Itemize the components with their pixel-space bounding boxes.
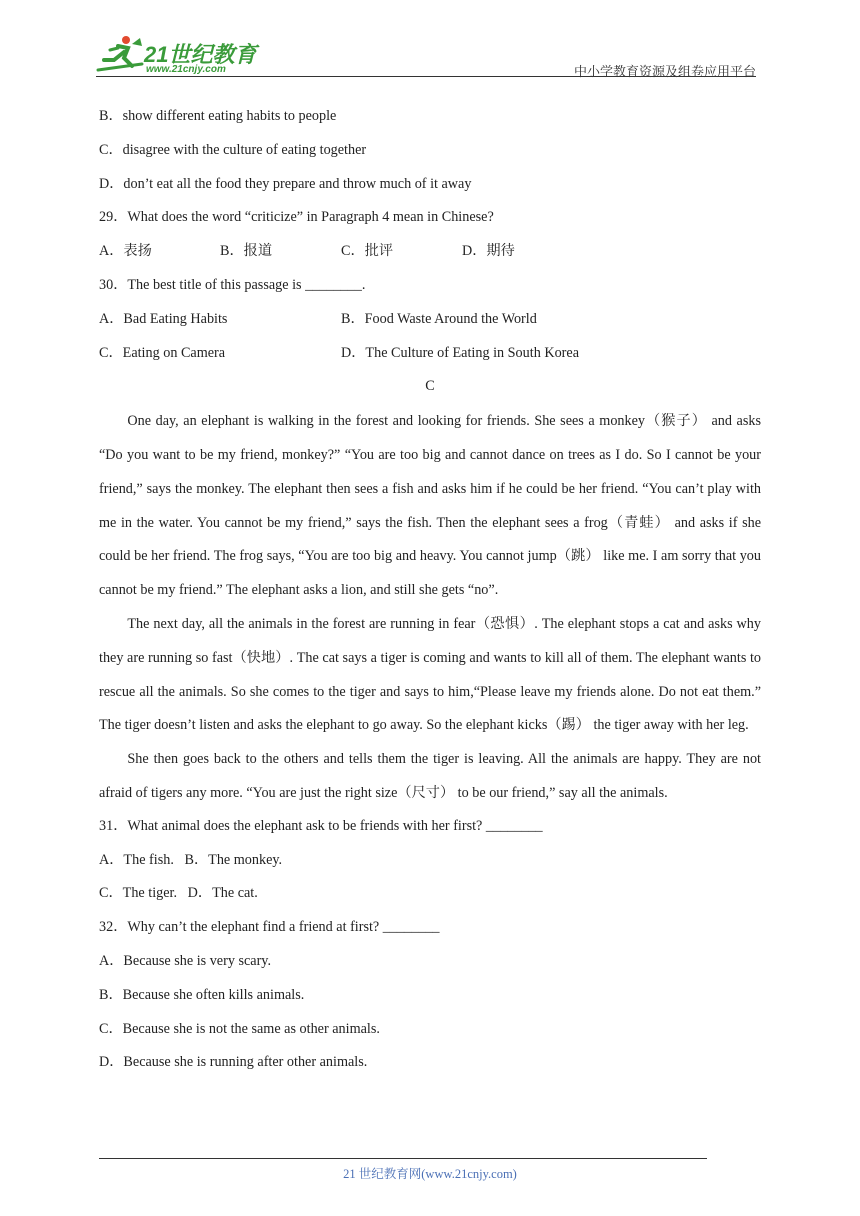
option-a: A．Because she is very scary. — [99, 952, 272, 969]
option-c: C．批评 — [341, 243, 394, 260]
logo-url: www.21cnjy.com — [146, 64, 226, 75]
option-a: A．Bad Eating Habits — [99, 310, 228, 327]
question-32: 32．Why can’t the elephant find a friend at first? ________ — [99, 919, 440, 936]
q31-options-row2: C．The tiger. D．The cat. — [99, 885, 258, 902]
header-divider — [96, 76, 756, 77]
option-line: C．disagree with the culture of eating together — [99, 141, 367, 158]
passage-paragraph: The next day, all the animals in the forest are running in fear（恐惧）. The elephant stops a cat and asks why they are running so fast（快地）. The cat says a tiger is coming and wants to kill all of them. The elephant wants to rescue all the animals. So she comes to the tiger and says to him,“Please leave my friends alone. Do not eat them.” The tiger doesn’t listen and asks the elephant to go away. So the elephant kicks（踢） the tiger away with her leg. — [99, 615, 761, 734]
option-d: D．Because she is running after other animals. — [99, 1054, 368, 1071]
page-header — [96, 34, 756, 78]
option-b: B．Food Waste Around the World — [341, 310, 537, 327]
passage-paragraph: One day, an elephant is walking in the forest and looking for friends. She sees a monkey（猴子） and asks “Do you want to be my friend, monkey?” “You are too big and cannot dance on trees as I do. So I cannot be your friend,” says the monkey. The elephant then sees a fish and asks him if he could be her friend. “You can’t play with me in the water. You cannot be my friend,” says the fish. Then the elephant sees a frog（青蛙） and asks if she could be her friend. The frog says, “You are too big and heavy. You cannot jump（跳） like me. I am sorry that you cannot be my friend.” The elephant asks a lion, and still she gets “no”. — [99, 413, 761, 599]
option-b: B．Because she often kills animals. — [99, 986, 305, 1003]
option-c: C．Eating on Camera — [99, 344, 226, 361]
option-a: A．表扬 — [99, 243, 152, 260]
q31-options-row1: A．The fish. B．The monkey. — [99, 851, 283, 868]
option-line: D．don’t eat all the food they prepare and throw much of it away — [99, 175, 472, 192]
question-29: 29．What does the word “criticize” in Paragraph 4 mean in Chinese? — [99, 209, 494, 226]
q30-options-row2 — [99, 338, 761, 372]
runner-logo-icon — [96, 34, 146, 74]
logo — [96, 34, 266, 76]
option-c: C．Because she is not the same as other animals. — [99, 1020, 380, 1037]
logo-text: 21世纪教育 — [144, 42, 257, 67]
platform-name: 中小学教育资源及组卷应用平台 — [573, 65, 756, 80]
q30-options-row1 — [99, 304, 761, 338]
passage — [99, 405, 761, 811]
option-d: D．期待 — [462, 243, 515, 260]
section-heading: C — [425, 378, 435, 395]
document-content — [99, 101, 761, 1081]
question-31: 31．What animal does the elephant ask to be friends with her first? ________ — [99, 817, 543, 834]
option-line: B．show different eating habits to people — [99, 108, 337, 124]
q29-options — [99, 236, 761, 270]
option-d: D．The Culture of Eating in South Korea — [341, 344, 579, 361]
passage-paragraph: She then goes back to the others and tells them the tiger is leaving. All the animals are happy. They are not afraid of tigers any more. “You are just the right size（尺寸） to be our friend,” say all the animals. — [99, 751, 761, 801]
page-footer: 21 世纪教育网(www.21cnjy.com) — [343, 1167, 517, 1181]
question-30: 30．The best title of this passage is ________. — [99, 276, 366, 293]
footer-divider — [99, 1158, 707, 1159]
option-b: B．报道 — [220, 243, 273, 260]
